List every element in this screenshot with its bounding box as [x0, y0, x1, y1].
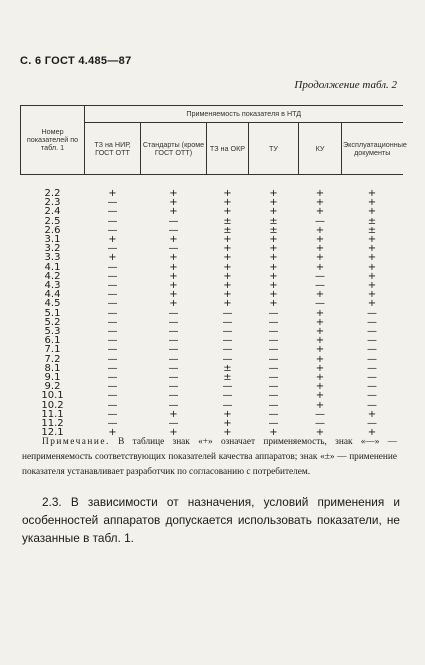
applicability-cell: —: [315, 418, 325, 430]
table-row: [21, 410, 403, 419]
applicability-cell: —: [315, 408, 325, 420]
applicability-cell: —: [268, 399, 279, 411]
applicability-cell: +: [269, 261, 278, 273]
applicability-cell: —: [315, 215, 325, 227]
applicability-cell: +: [269, 298, 278, 310]
applicability-cell: +: [315, 188, 325, 199]
row-number-cell: 10.2: [41, 399, 64, 411]
applicability-cell: —: [222, 326, 233, 338]
applicability-cell: +: [315, 307, 325, 319]
applicability-cell: +: [315, 372, 325, 384]
applicability-cell: —: [268, 372, 279, 384]
applicability-cell: —: [107, 261, 118, 273]
row-number-cell: 6.1: [44, 335, 61, 347]
paragraph-2-3: 2.3. В зависимости от назначения, условий применения и особенностей аппаратов допускается использовать показатели, не указанные в табл. 1.: [22, 495, 400, 545]
applicability-cell: —: [367, 335, 377, 347]
applicability-cell: —: [222, 381, 233, 393]
applicability-cell: +: [169, 206, 178, 218]
table-row: [21, 327, 403, 336]
applicability-cell: —: [268, 316, 279, 328]
applicability-cell: —: [107, 399, 118, 411]
applicability-cell: +: [315, 243, 325, 255]
applicability-cell: +: [223, 270, 232, 282]
applicability-cell: +: [223, 252, 232, 264]
row-number-cell: 2.4: [44, 206, 61, 218]
row-number-cell: 10.1: [41, 390, 64, 402]
applicability-cell: —: [168, 344, 179, 356]
applicability-cell: +: [315, 362, 325, 374]
applicability-cell: +: [367, 408, 377, 420]
row-number-cell: 5.3: [44, 326, 61, 338]
applicability-cell: —: [268, 408, 279, 420]
applicability-cell: +: [367, 270, 377, 282]
applicability-cell: +: [269, 197, 278, 209]
applicability-cell: +: [315, 206, 325, 218]
table-row: [21, 290, 403, 299]
applicability-cell: —: [268, 335, 279, 347]
table-row: [21, 217, 403, 226]
applicability-cell: —: [367, 372, 377, 384]
applicability-cell: —: [222, 353, 233, 365]
row-number-cell: 4.1: [44, 261, 61, 273]
applicability-cell: —: [168, 224, 179, 236]
applicability-cell: —: [168, 362, 179, 374]
row-number-cell: 8.1: [44, 362, 61, 374]
applicability-cell: +: [223, 197, 232, 209]
applicability-cell: +: [269, 206, 278, 218]
applicability-cell: —: [107, 326, 118, 338]
applicability-cell: —: [367, 353, 377, 365]
applicability-cell: —: [107, 372, 118, 384]
row-number-cell: 5.2: [44, 316, 61, 328]
applicability-cell: +: [223, 188, 232, 199]
applicability-cell: +: [315, 197, 325, 209]
applicability-cell: +: [315, 427, 325, 439]
row-number-cell: 3.2: [44, 243, 61, 255]
table-row: [21, 309, 403, 318]
table-row: [21, 226, 403, 235]
applicability-cell: +: [367, 261, 377, 273]
applicability-cell: ±: [367, 224, 377, 236]
column-header-standards: Стандарты (кроме ГОСТ ОТТ): [141, 123, 207, 175]
table-row: [21, 281, 403, 290]
row-number-cell: 4.2: [44, 270, 61, 282]
table-spacer-row: [21, 175, 403, 190]
applicability-cell: —: [107, 335, 118, 347]
applicability-cell: —: [107, 243, 118, 255]
applicability-cell: +: [169, 280, 178, 292]
applicability-cell: +: [315, 344, 325, 356]
row-number-cell: 2.5: [44, 215, 61, 227]
applicability-cell: +: [108, 234, 117, 246]
applicability-cell: +: [315, 252, 325, 264]
table-row: [21, 318, 403, 327]
table-row: [21, 373, 403, 382]
applicability-cell: —: [315, 280, 325, 292]
applicability-cell: —: [222, 307, 233, 319]
applicability-cell: —: [107, 206, 118, 218]
applicability-cell: +: [223, 206, 232, 218]
applicability-cell: —: [222, 344, 233, 356]
applicability-cell: +: [269, 243, 278, 255]
applicability-cell: +: [367, 298, 377, 310]
row-number-cell: 4.5: [44, 298, 61, 310]
applicability-cell: ±: [223, 372, 232, 384]
applicability-cell: +: [169, 270, 178, 282]
applicability-cell: —: [168, 353, 179, 365]
applicability-cell: +: [269, 252, 278, 264]
applicability-cell: —: [168, 335, 179, 347]
applicability-cell: +: [169, 289, 178, 301]
row-number-cell: 2.6: [44, 224, 61, 236]
applicability-cell: +: [315, 316, 325, 328]
applicability-cell: +: [315, 224, 325, 236]
applicability-cell: +: [169, 252, 178, 264]
applicability-cell: —: [367, 390, 377, 402]
column-group-header: Применяемость показателя в НТД: [85, 106, 403, 123]
applicability-cell: ±: [367, 215, 377, 227]
applicability-cell: —: [268, 353, 279, 365]
applicability-cell: +: [367, 234, 377, 246]
table-row: [21, 391, 403, 400]
applicability-cell: +: [367, 252, 377, 264]
applicability-cell: +: [223, 298, 232, 310]
applicability-cell: +: [169, 188, 178, 199]
applicability-cell: —: [107, 381, 118, 393]
applicability-cell: +: [169, 197, 178, 209]
table-row: [21, 244, 403, 253]
applicability-cell: —: [107, 316, 118, 328]
applicability-cell: —: [107, 390, 118, 402]
applicability-cell: +: [269, 234, 278, 246]
table-row: [21, 189, 403, 198]
applicability-cell: —: [107, 289, 118, 301]
applicability-cell: —: [367, 316, 377, 328]
row-number-cell: 2.2: [44, 188, 61, 199]
applicability-cell: +: [367, 206, 377, 218]
applicability-cell: +: [315, 289, 325, 301]
row-number-cell: 7.2: [44, 353, 61, 365]
applicability-cell: +: [269, 280, 278, 292]
applicability-cell: +: [223, 418, 232, 430]
applicability-cell: —: [168, 326, 179, 338]
applicability-cell: —: [107, 224, 118, 236]
applicability-cell: —: [268, 381, 279, 393]
table-row: [21, 419, 403, 428]
table-row: [21, 198, 403, 207]
applicability-cell: —: [107, 197, 118, 209]
applicability-cell: +: [169, 408, 178, 420]
table-note: [22, 435, 397, 480]
applicability-cell: +: [315, 353, 325, 365]
row-number-cell: 12.1: [41, 427, 64, 439]
applicability-cell: —: [367, 362, 377, 374]
applicability-cell: —: [107, 344, 118, 356]
applicability-cell: —: [107, 353, 118, 365]
applicability-cell: —: [168, 418, 179, 430]
applicability-cell: —: [107, 270, 118, 282]
applicability-cell: +: [169, 298, 178, 310]
applicability-cell: +: [108, 427, 117, 439]
applicability-cell: +: [315, 234, 325, 246]
applicability-cell: —: [107, 307, 118, 319]
applicability-cell: —: [168, 399, 179, 411]
applicability-cell: +: [169, 234, 178, 246]
applicability-cell: —: [268, 326, 279, 338]
applicability-cell: —: [107, 362, 118, 374]
applicability-cell: +: [269, 188, 278, 199]
applicability-cell: —: [315, 270, 325, 282]
applicability-cell: +: [169, 427, 178, 439]
applicability-cell: +: [223, 243, 232, 255]
row-number-cell: 7.1: [44, 344, 61, 356]
applicability-cell: —: [268, 362, 279, 374]
row-number-cell: 3.3: [44, 252, 61, 264]
applicability-cell: —: [168, 372, 179, 384]
applicability-cell: +: [315, 399, 325, 411]
applicability-cell: —: [268, 390, 279, 402]
applicability-cell: ±: [269, 224, 278, 236]
applicability-cell: +: [269, 427, 278, 439]
applicability-cell: —: [367, 344, 377, 356]
applicability-cell: ±: [223, 362, 232, 374]
applicability-cell: ±: [223, 224, 232, 236]
table-row: [21, 364, 403, 373]
column-header-tz-okr: ТЗ на ОКР: [207, 123, 249, 175]
applicability-cell: —: [107, 298, 118, 310]
row-number-cell: 11.1: [41, 408, 64, 420]
applicability-cell: +: [367, 188, 377, 199]
applicability-cell: —: [168, 381, 179, 393]
applicability-cell: —: [107, 418, 118, 430]
applicability-cell: +: [367, 427, 377, 439]
table-row: [21, 345, 403, 354]
applicability-cell: +: [108, 188, 117, 199]
applicability-cell: +: [315, 381, 325, 393]
applicability-cell: +: [367, 280, 377, 292]
applicability-cell: —: [168, 316, 179, 328]
applicability-cell: +: [367, 243, 377, 255]
table-row: [21, 336, 403, 345]
applicability-cell: —: [367, 307, 377, 319]
row-number-cell: 5.1: [44, 307, 61, 319]
applicability-cell: —: [168, 390, 179, 402]
applicability-cell: —: [222, 335, 233, 347]
column-header-operation-docs: Эксплуатационные документы: [342, 123, 403, 175]
applicability-cell: —: [107, 408, 118, 420]
applicability-cell: —: [168, 307, 179, 319]
table-row: [21, 401, 403, 410]
column-header-tz-nir: ТЗ на НИР, ГОСТ ОТТ: [85, 123, 141, 175]
column-header-ku: КУ: [299, 123, 342, 175]
applicability-cell: +: [315, 390, 325, 402]
row-number-cell: 9.2: [44, 381, 61, 393]
table-row: [21, 382, 403, 391]
applicability-cell: ±: [269, 215, 278, 227]
applicability-cell: —: [268, 307, 279, 319]
row-number-cell: 3.1: [44, 234, 61, 246]
applicability-cell: +: [169, 261, 178, 273]
table-row: [21, 263, 403, 272]
table-row: [21, 272, 403, 281]
applicability-cell: +: [223, 427, 232, 439]
applicability-cell: +: [367, 197, 377, 209]
applicability-cell: —: [168, 243, 179, 255]
applicability-cell: +: [315, 335, 325, 347]
applicability-cell: —: [168, 215, 179, 227]
applicability-cell: —: [268, 418, 279, 430]
applicability-cell: ±: [223, 215, 232, 227]
applicability-cell: —: [107, 280, 118, 292]
applicability-cell: —: [222, 390, 233, 402]
applicability-cell: +: [269, 289, 278, 301]
applicability-cell: —: [367, 418, 377, 430]
row-number-cell: 2.3: [44, 197, 61, 209]
table-row: [21, 235, 403, 244]
applicability-table: [20, 105, 407, 439]
column-header-tu: ТУ: [249, 123, 299, 175]
applicability-cell: +: [315, 326, 325, 338]
applicability-cell: —: [367, 381, 377, 393]
applicability-cell: —: [367, 326, 377, 338]
table-continuation-label: Продолжение табл. 2: [294, 79, 397, 91]
applicability-cell: +: [315, 261, 325, 273]
row-number-cell: 9.1: [44, 372, 61, 384]
applicability-cell: +: [367, 289, 377, 301]
row-number-cell: 4.4: [44, 289, 61, 301]
row-number-cell: 4.3: [44, 280, 61, 292]
table-row: [21, 299, 403, 308]
applicability-cell: +: [223, 261, 232, 273]
applicability-cell: +: [108, 252, 117, 264]
note-text: В таблице знак «+» означает применяемость, знак «—» — неприменяемость соответствующих показателей качества аппаратов; знак «±» — применение показателя устанавливает разработчик по согласованию с потребителем.: [22, 437, 397, 477]
applicability-cell: —: [222, 316, 233, 328]
applicability-cell: —: [315, 298, 325, 310]
table-row: [21, 253, 403, 262]
table-row: [21, 207, 403, 216]
applicability-cell: —: [107, 215, 118, 227]
applicability-cell: +: [223, 234, 232, 246]
applicability-cell: —: [367, 399, 377, 411]
column-header-number: Номер показателей по табл. 1: [21, 106, 85, 175]
table-body: [21, 175, 403, 438]
applicability-cell: +: [269, 270, 278, 282]
applicability-cell: +: [223, 289, 232, 301]
applicability-cell: —: [268, 344, 279, 356]
note-title: Примечание.: [42, 437, 110, 447]
table-row: [21, 355, 403, 364]
applicability-cell: +: [223, 408, 232, 420]
row-number-cell: 11.2: [41, 418, 64, 430]
page-header: С. 6 ГОСТ 4.485—87: [20, 55, 132, 67]
applicability-cell: +: [223, 280, 232, 292]
applicability-cell: —: [222, 399, 233, 411]
